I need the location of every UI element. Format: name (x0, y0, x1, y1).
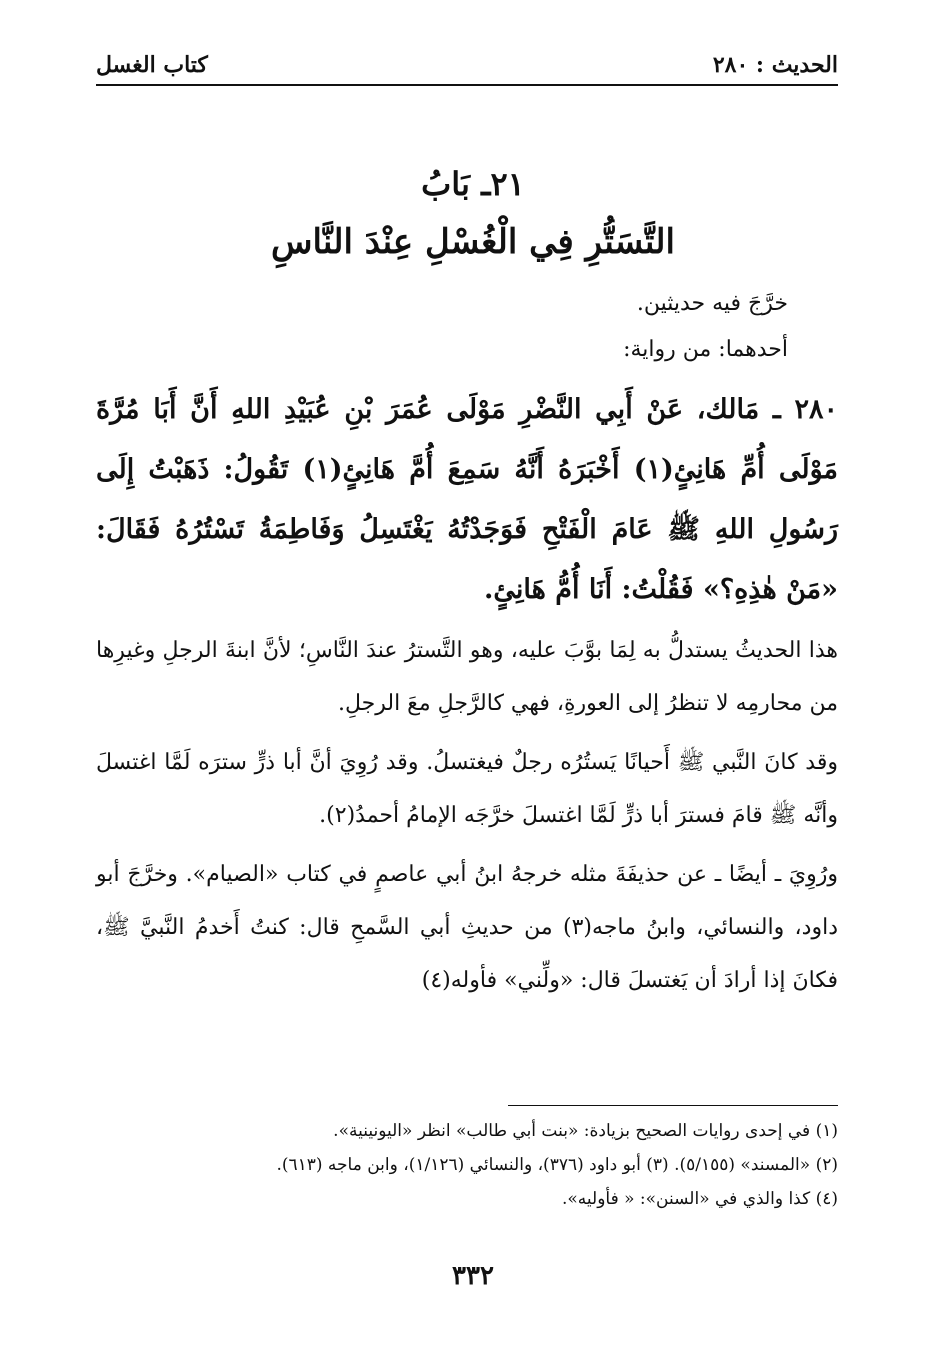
header-hadith-ref: الحديث : ٢٨٠ (712, 52, 838, 78)
header-book-title: كتاب الغسل (96, 52, 208, 78)
commentary-paragraph: ورُوِيَ ـ أيضًا ـ عن حذيفَةَ مثله خرجهُ ابنُ أبي عاصمٍ في كتاب «الصيام». وخرَّجَ أبو داود، والنسائي، وابنُ ماجه(٣) من حديثِ أبي السَّمحِ قال: كنتُ أَخدمُ النَّبيَّ ﷺ، فكانَ إذا أرادَ أن يَغتسلَ قال: «ولِّني» فأوله(٤) (96, 862, 838, 993)
main-text (96, 288, 838, 1013)
running-header (96, 44, 838, 78)
hadith-text: ٢٨٠ ـ مَالك، عَنْ أَبِي النَّضْرِ مَوْلَى عُمَرَ بْنِ عُبَيْدِ اللهِ أَنَّ أَبَا مُرَّةَ مَوْلَى أُمِّ هَانِئٍ(١) أَخْبَرَهُ أَنَّهُ سَمِعَ أُمَّ هَانِئٍ(١) تَقُولُ: ذَهَبْتُ إِلَى رَسُولِ اللهِ ﷺ عَامَ الْفَتْحِ فَوَجَدْتُهُ يَغْتَسِلُ وَفَاطِمَةُ تَسْتُرُهُ فَقَالَ: «مَنْ هٰذِهِ؟» فَقُلْتُ: أَنَا أُمُّ هَانِئٍ. (96, 394, 838, 605)
commentary-paragraph: هذا الحديثُ يستدلُّ به لِمَا بوَّبَ عليه، وهو التَّسترُ عندَ النَّاسِ؛ لأنَّ ابنةَ الرجلِ وغيرِها من محارمِه لا تنظرُ إلى العورةِ، فهي كالرَّجلِ معَ الرجلِ. (96, 638, 838, 716)
footnote-rule (508, 1105, 838, 1106)
footnote: (٤) كذا والذي في «السنن»: « فأوليه». (561, 1189, 838, 1209)
footnotes (96, 1114, 838, 1216)
intro-line: أحدهما: من رواية: (623, 337, 788, 362)
chapter-number: ٢١ـ بَابُ (421, 165, 525, 203)
footnote: (٢) «المسند» (٥/١٥٥). (٣) أبو داود (٣٧٦)، والنسائي (١/١٢٦)، وابن ماجه (٦١٣). (276, 1155, 838, 1175)
header-rule (96, 84, 838, 86)
intro-line: خرَّجَ فيه حديثين. (636, 291, 788, 316)
page-number: ٣٣٢ (452, 1261, 494, 1291)
chapter-title: التَّسَتُّرِ فِي الْغُسْلِ عِنْدَ النَّاسِ (271, 222, 675, 262)
commentary-paragraph: وقد كانَ النَّبي ﷺ أَحيانًا يَستُرُه رجلٌ فيغتسلُ. وقد رُوِيَ أنَّ أبا ذرٍّ سترَه لَمَّا اغتسلَ وأنَّه ﷺ قامَ فسترَ أبا ذرٍّ لَمَّا اغتسلَ خرَّجَه الإمامُ أحمدُ(٢). (96, 750, 838, 828)
footnote: (١) في إحدى روايات الصحيح بزيادة: «بنت أبي طالب» انظر «اليونينية». (333, 1121, 838, 1141)
